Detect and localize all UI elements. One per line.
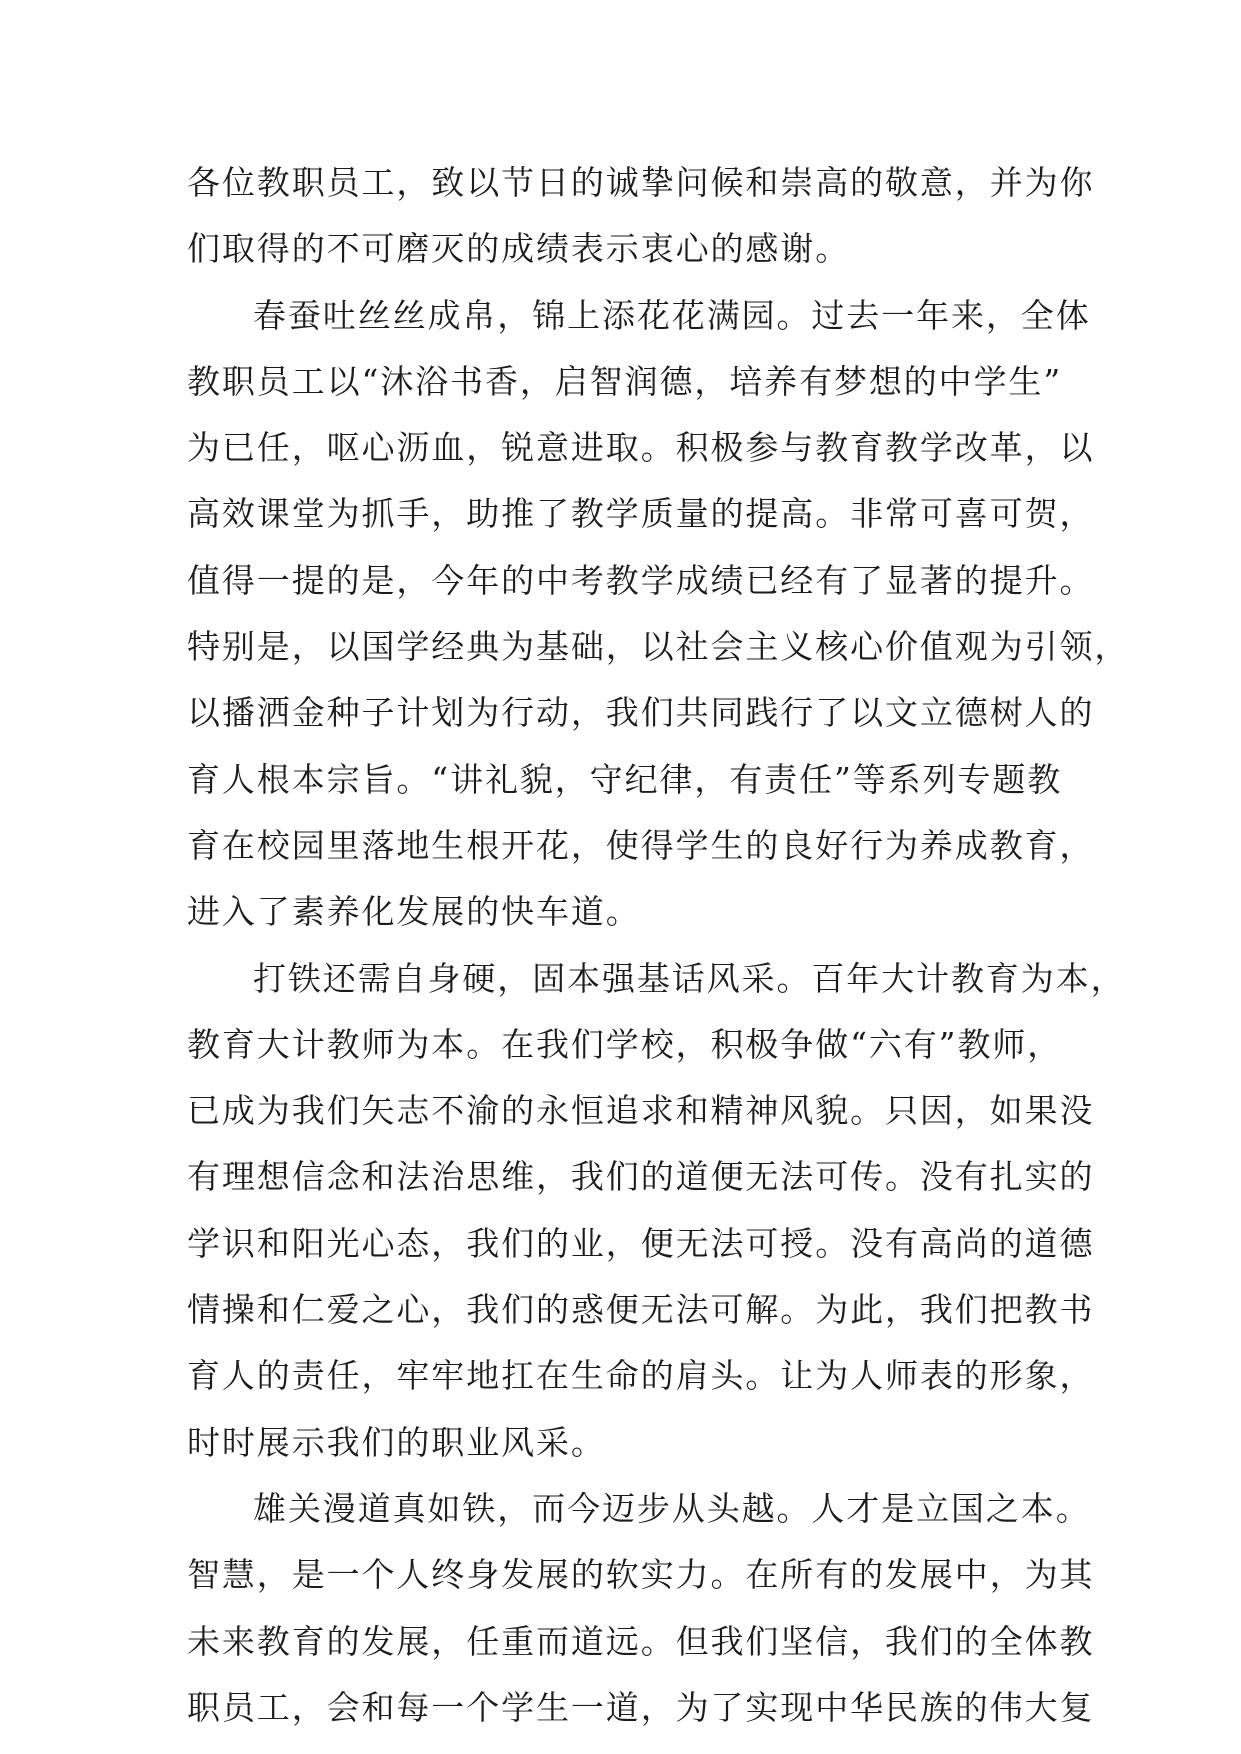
text-line: 育人的责任，牢牢地扛在生命的肩头。让为人师表的形象， xyxy=(187,1356,1095,1396)
paragraph xyxy=(187,283,1130,946)
text-line: 雄关漫道真如铁，而今迈步从头越。人才是立国之本。 xyxy=(253,1488,1091,1528)
text-line: 特别是，以国学经典为基础，以社会主义核心价值观为引领， xyxy=(187,627,1130,667)
text-line: 春蚕吐丝丝成帛，锦上添花花满园。过去一年来，全体 xyxy=(253,295,1091,335)
text-line: 未来教育的发展，任重而道远。但我们坚信，我们的全体教 xyxy=(187,1621,1095,1661)
text-line: 高效课堂为抓手，助推了教学质量的提高。非常可喜可贺， xyxy=(187,494,1095,534)
text-line: 已成为我们矢志不渝的永恒追求和精神风貌。只因，如果没 xyxy=(187,1091,1095,1131)
text-line: 智慧，是一个人终身发展的软实力。在所有的发展中，为其 xyxy=(187,1555,1095,1595)
text-line: 以播洒金种子计划为行动，我们共同践行了以文立德树人的 xyxy=(187,693,1095,733)
text-line: 教职员工以“沐浴书香，启智润德，培养有梦想的中学生” xyxy=(187,361,1063,401)
text-line: 情操和仁爱之心，我们的惑便无法可解。为此，我们把教书 xyxy=(187,1290,1095,1330)
text-line: 为已任，呕心沥血，锐意进取。积极参与教育教学改革，以 xyxy=(187,428,1095,468)
text-line: 值得一提的是，今年的中考教学成绩已经有了显著的提升。 xyxy=(187,560,1095,600)
text-line: 育人根本宗旨。“讲礼貌，守纪律，有责任”等系列专题教 xyxy=(187,759,1063,799)
text-line: 进入了素养化发展的快车道。 xyxy=(187,892,641,932)
text-line: 时时展示我们的职业风采。 xyxy=(187,1422,606,1462)
text-line: 有理想信念和法治思维，我们的道便无法可传。没有扎实的 xyxy=(187,1157,1095,1197)
body-text xyxy=(187,150,1130,1741)
text-line: 学识和阳光心态，我们的业，便无法可授。没有高尚的道德 xyxy=(187,1223,1095,1263)
paragraph xyxy=(187,946,1126,1476)
text-line: 教育大计教师为本。在我们学校，积极争做“六有”教师， xyxy=(187,1024,1063,1064)
text-line: 育在校园里落地生根开花，使得学生的良好行为养成教育， xyxy=(187,825,1095,865)
text-line: 们取得的不可磨灭的成绩表示衷心的感谢。 xyxy=(187,229,851,269)
paragraph xyxy=(187,150,1095,283)
text-line: 各位教职员工，致以节日的诚挚问候和崇高的敬意，并为你 xyxy=(187,163,1095,202)
text-line: 打铁还需自身硬，固本强基话风采。百年大计教育为本， xyxy=(253,958,1126,998)
text-line: 职员工，会和每一个学生一道，为了实现中华民族的伟大复 xyxy=(187,1687,1095,1727)
paragraph xyxy=(187,1476,1095,1741)
